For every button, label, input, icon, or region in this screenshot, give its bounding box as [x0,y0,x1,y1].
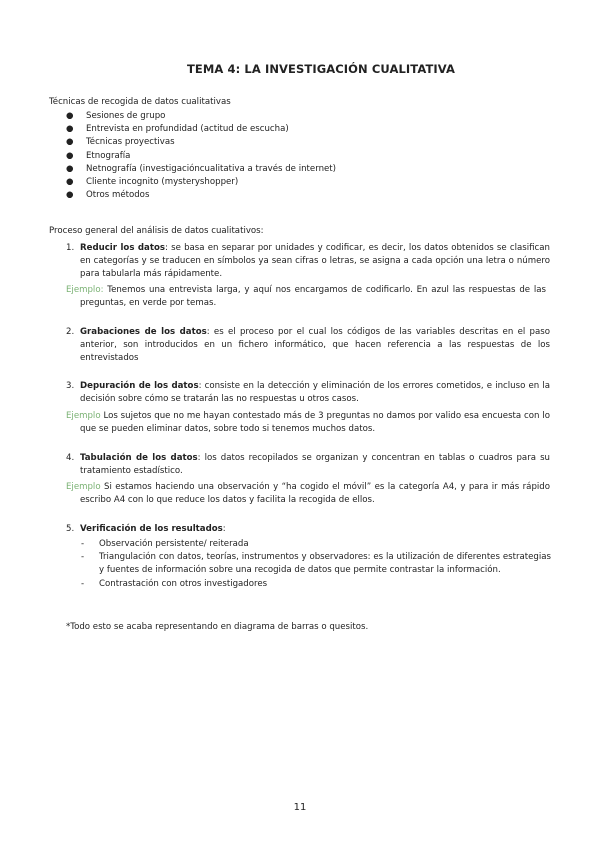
step-clean-data [66,380,550,406]
example-body [66,284,546,310]
list-item [66,136,336,149]
step-tabulate-data [66,452,550,478]
step-description: : es el proceso por el cual los códigos de las variables descritas en el paso anterior, son introducidos en un fichero informático, que hacen referencia a las respuestas de los entrevistados [80,327,550,364]
step-text [66,380,550,406]
list-item-text: Observación persistente/ reiterada [99,539,249,549]
process-heading: Proceso general del análisis de datos cualitativos: [49,226,264,236]
step-title: Verificación de los resultados [80,524,223,534]
example-body [66,481,550,507]
list-item [81,578,551,591]
step-number: 2. [66,327,75,337]
page-number: 11 [293,802,307,813]
list-item-text: Netnografía (investigacióncualitativa a través de internet) [86,163,337,174]
bullet-icon: ● [66,163,74,174]
step-text [66,523,550,536]
list-item-text: Cliente incognito (mysteryshopper) [86,177,239,188]
example-text: Si estamos haciendo una observación y “ha cogido el móvil” es la categoría A4, y para ir más rápido escribo A4 con lo que reduce los datos y facilita la recogida de ellos. [80,482,550,506]
bullet-icon: ● [66,124,74,135]
dash-icon: - [81,539,85,549]
list-item [66,110,336,123]
step-description: : consiste en la detección y eliminación de los errores cometidos, e incluso en la decisión sobre cómo se tratarán las no respuestas u otros casos. [80,381,550,405]
example-label: Ejemplo: [66,285,104,295]
example-text: Los sujetos que no me hayan contestado más de 3 preguntas no damos por valido esa encuesta con lo que se pueden eliminar datos, sobre todo si tenemos muchos datos. [80,411,550,435]
list-item-text: Otros métodos [86,190,150,201]
list-item [66,189,336,202]
step-title: Tabulación de los datos [80,453,198,463]
step-record-data [66,326,550,366]
step-title: Depuración de los datos [80,381,199,391]
verification-list [81,538,551,591]
example-3 [66,410,550,436]
step-number: 3. [66,381,75,391]
list-item-text: Sesiones de grupo [86,111,166,121]
step-text [66,326,550,366]
list-item [66,123,336,136]
step-text [66,452,550,478]
bullet-icon: ● [66,111,74,121]
step-number: 4. [66,453,75,463]
step-number: 1. [66,243,75,253]
footnote: *Todo esto se acaba representando en diagrama de barras o quesitos. [66,622,369,632]
step-title: Grabaciones de los datos [80,327,207,337]
list-item [81,538,551,551]
techniques-heading: Técnicas de recogida de datos cualitativas [49,97,231,107]
list-item [81,551,551,577]
step-title: Reducir los datos [80,243,165,253]
bullet-icon: ● [66,137,74,148]
list-item-text: Etnografía [86,150,131,161]
step-number: 5. [66,524,75,534]
page-title: TEMA 4: LA INVESTIGACIÓN CUALITATIVA [186,62,456,76]
step-verify-results [66,523,550,536]
bullet-icon: ● [66,190,74,201]
list-item [66,176,336,189]
list-item [66,150,336,163]
example-4 [66,481,550,507]
dash-icon: - [81,552,85,563]
example-label: Ejemplo [66,482,101,492]
dash-icon: - [81,578,85,589]
list-item [66,163,336,176]
example-label: Ejemplo [66,411,101,421]
step-description: : [222,524,226,534]
step-description: : los datos recopilados se organizan y concentran en tablas o cuadros para su tratamiento estadístico. [80,453,550,477]
step-text [66,242,550,282]
list-item-text: Entrevista en profundidad (actitud de escucha) [86,124,289,135]
bullet-icon: ● [66,177,74,188]
step-description: : se basa en separar por unidades y codificar, es decir, los datos obtenidos se clasifican en categorías y se traducen en símbolos ya sean cifras o letras, se asigna a cada opción una letra o número para tabularla más rápidamente. [80,243,550,280]
list-item-text: Contrastación con otros investigadores [99,578,268,589]
example-1 [66,284,546,310]
bullet-icon: ● [66,150,74,161]
list-item-text: Triangulación con datos, teorías, instrumentos y observadores: es la utilización de diferentes estrategias y fuentes de información sobre una recogida de datos que permite contrastar la información. [99,552,551,576]
techniques-list [66,110,336,202]
example-body [66,410,550,436]
list-item-text: Técnicas proyectivas [86,137,175,148]
example-text: Tenemos una entrevista larga, y aquí nos encargamos de codificarlo. En azul las respuestas de las preguntas, en verde por temas. [80,285,546,309]
step-reduce-data [66,242,550,282]
